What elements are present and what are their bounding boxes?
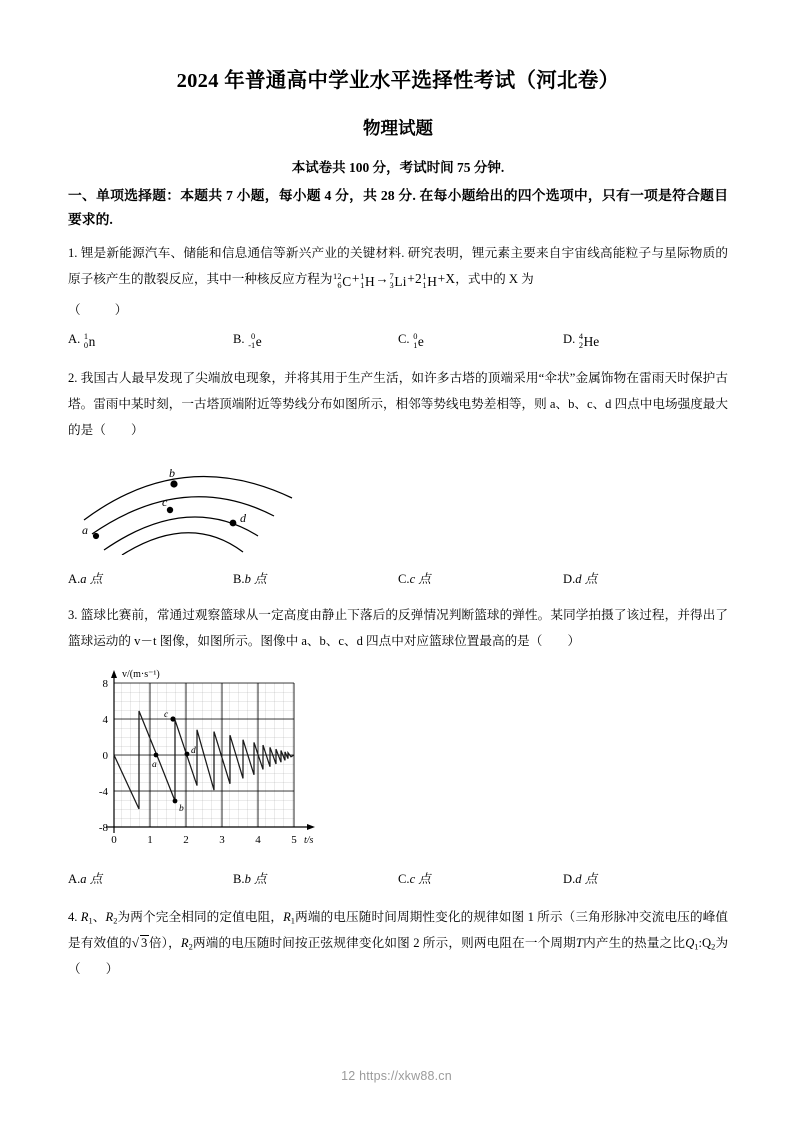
question-3 (68, 603, 728, 655)
figure-equipotential-lines (78, 450, 728, 560)
option-3-a[interactable]: A.a 点 (68, 871, 103, 886)
equipotential-arc-4 (84, 476, 292, 519)
symbol-R2-a: R (105, 909, 114, 924)
svg-text:0: 0 (102, 749, 108, 762)
option-1-b[interactable]: B. 0 -1 e (233, 331, 262, 350)
point-b-marker (173, 798, 178, 803)
question-4 (68, 905, 728, 983)
svg-text:5: 5 (291, 833, 297, 846)
page-subtitle: 物理试题 (363, 117, 433, 138)
vt-y-tick-labels (99, 678, 109, 834)
point-d-marker (185, 751, 190, 756)
svg-text:2: 2 (183, 833, 189, 846)
option-1-c[interactable]: C. 0 1 e (398, 331, 424, 350)
option-1-d[interactable]: D. 4 2 He (563, 331, 600, 350)
section-heading: 一、单项选择题：本题共 7 小题，每小题 4 分，共 28 分. 在每小题给出的四个选项中，只有一项是符合题目要求的. (68, 187, 728, 227)
vt-x-axis-label: t/s (304, 834, 314, 846)
question-4-seg1: 、 (92, 909, 106, 924)
question-2 (68, 366, 728, 443)
nuclide-carbon-12: 12 6 C (332, 272, 352, 290)
option-2-b[interactable]: B.b 点 (233, 571, 267, 586)
nuclide-hydrogen-1a: 1 1 H (360, 272, 375, 290)
symbol-R1-a: R (80, 909, 89, 924)
point-a-marker (93, 533, 99, 539)
symbol-Q2: Q (701, 936, 712, 951)
vt-label-d: d (191, 745, 196, 756)
equipotential-points (93, 480, 237, 539)
symbol-Q1: Q (685, 936, 695, 951)
svg-text:8: 8 (102, 677, 108, 690)
question-3-number: 3. (68, 607, 78, 622)
question-2-text: 我国古人最早发现了尖端放电现象，并将其用于生产生活，如许多古塔的顶端采用“伞状”金属饰物在雷雨天时保护古塔。雷雨中某时刻，一古塔顶端附近等势线分布如图所示，相邻等势线电势差相等，则 a、b、c、d 四点中电场强度最大的是（ ） (68, 371, 728, 438)
point-b-label: b (169, 465, 175, 480)
nuclide-lithium-7: 7 3 Li (389, 272, 407, 290)
symbol-R1-sub-b: 1 (290, 915, 295, 925)
question-1-answer-blank: （ ） (68, 302, 131, 317)
reaction-arrow-icon: → (375, 270, 390, 286)
nuclide-positron: 0 1 e (413, 332, 424, 350)
option-3-d[interactable]: D.d 点 (563, 871, 598, 886)
nuclide-neutron: 1 0 n (83, 332, 96, 350)
equipotential-svg (78, 450, 338, 555)
point-c-marker (167, 507, 173, 513)
question-2-options (68, 568, 728, 587)
page-title: 2024 年普通高中学业水平选择性考试（河北卷） (176, 70, 620, 92)
unknown-particle-x: X (445, 270, 456, 286)
option-1-a[interactable]: A. 1 0 n (68, 331, 96, 350)
plus-sign-1: + (351, 270, 360, 286)
question-4-seg4: 倍）， (148, 936, 181, 951)
option-3-c[interactable]: C.c 点 (398, 871, 431, 886)
question-1-number: 1. (68, 246, 78, 261)
y-axis-arrow-icon (111, 670, 117, 678)
question-4-number: 4. (68, 909, 78, 924)
question-1-text: 锂是新能源汽车、储能和信息通信等新兴产业的关键材料. 研究表明，锂元素主要来自宇宙线高能粒子与星际物质的原子核产生的散裂反应，其中一种核反应方程为 (68, 246, 728, 286)
nuclear-reaction-equation (332, 270, 456, 290)
point-a-marker (154, 752, 159, 757)
figure-velocity-time-graph (76, 665, 728, 862)
symbol-T: T (575, 936, 583, 951)
point-d-marker (230, 519, 237, 526)
nuclide-hydrogen-1b: 1 1 H (422, 272, 438, 290)
question-2-number: 2. (68, 371, 78, 386)
symbol-Q1-sub: 1 (694, 942, 699, 952)
point-c-marker (170, 716, 175, 721)
option-3-b[interactable]: B.b 点 (233, 871, 267, 886)
question-4-seg3: 两端的电压随时间周期性变化的规律如图 1 所示（三角形脉冲交流电压的峰值是有效值的 (68, 909, 729, 951)
question-1-text-tail: ，式中的 X 为 (455, 271, 534, 286)
plus-sign-3: + (437, 270, 446, 286)
svg-text:4: 4 (102, 713, 108, 726)
svg-text:0: 0 (111, 833, 117, 846)
point-c-label: c (162, 494, 168, 509)
vt-label-a: a (152, 759, 157, 770)
exam-meta: 本试卷共 100 分，考试时间 75 分钟. (291, 160, 505, 176)
equipotential-arc-3 (92, 494, 274, 534)
symbol-R2-sub-a: 2 (113, 915, 118, 925)
sqrt-radicand: 3 (140, 936, 148, 951)
x-axis-arrow-icon (307, 824, 315, 830)
symbol-R2-sub-b: 2 (188, 942, 193, 952)
svg-text:3: 3 (219, 833, 225, 846)
question-1 (68, 241, 728, 295)
vt-y-axis-label: v/(m·s⁻¹) (122, 668, 160, 680)
option-2-d[interactable]: D.d 点 (563, 571, 598, 586)
sqrt-symbol-icon: √ (131, 935, 139, 951)
question-4-seg2: 为两个完全相同的定值电阻， (117, 909, 284, 924)
equipotential-arc-1 (122, 533, 243, 555)
question-4-seg7: 为（ ） (68, 936, 729, 977)
page-content (68, 0, 728, 983)
footer-watermark: 12 https://xkw88.cn (341, 1069, 452, 1083)
nuclide-electron: 0 -1 e (248, 332, 262, 350)
svg-text:-8: -8 (98, 821, 108, 834)
point-d-label: d (240, 510, 246, 525)
question-4-seg6: 内产生的热量之比 (582, 936, 686, 951)
option-2-c[interactable]: C.c 点 (398, 571, 431, 586)
question-3-options (68, 868, 728, 887)
vt-x-tick-labels (111, 834, 297, 846)
point-b-marker (170, 480, 177, 487)
vt-chart-svg (76, 665, 326, 857)
question-3-text: 篮球比赛前，常通过观察篮球从一定高度由静止下落后的反弹情况判断篮球的弹性。某同学拍摄了该过程，并得出了篮球运动的 v－t 图像，如图所示。图像中 a、b、c、d 四点中对应篮球位置最高的是（ ） (68, 607, 728, 648)
question-1-options (68, 332, 728, 351)
point-a-label: a (82, 522, 88, 537)
svg-text:4: 4 (255, 833, 261, 846)
plus-sign-2: + (407, 270, 415, 286)
coefficient-2: 2 (414, 270, 422, 286)
svg-text:-4: -4 (98, 785, 108, 798)
vt-label-b: b (179, 803, 184, 814)
vt-label-c: c (164, 709, 169, 720)
symbol-R2-b: R (180, 936, 189, 951)
nuclide-helium-4: 4 2 He (578, 332, 600, 350)
symbol-Q2-sub: 2 (711, 942, 716, 952)
option-2-a[interactable]: A.a 点 (68, 571, 103, 586)
symbol-R1-sub-a: 1 (88, 915, 93, 925)
symbol-R1-b: R (283, 909, 291, 924)
svg-text:1: 1 (147, 833, 153, 846)
ratio-colon: : (698, 936, 702, 951)
question-4-seg5: 两端的电压随时间按正弦规律变化如图 2 所示，则两电阻在一个周期 (192, 936, 576, 951)
